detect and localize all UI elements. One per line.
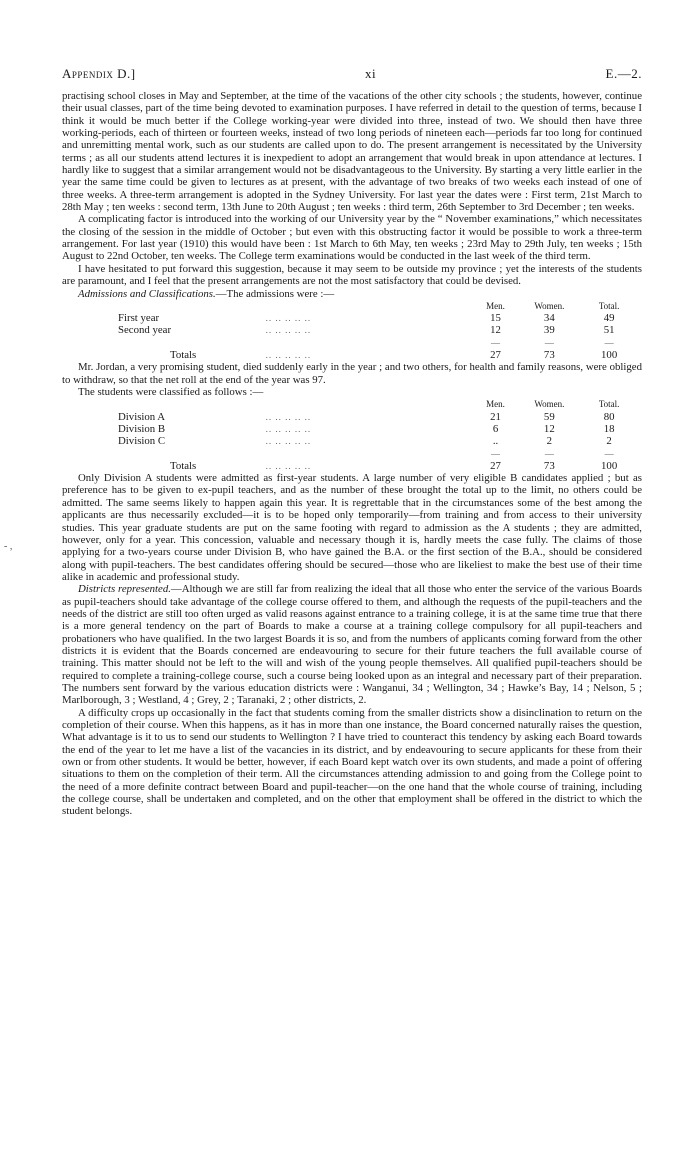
- dot-leader: .. .. .. .. ..: [265, 411, 312, 422]
- page-header: [62, 66, 642, 90]
- cell-total: 51: [603, 324, 615, 337]
- header-report-code: E.—2.: [605, 66, 642, 81]
- rule-mark: —: [604, 448, 614, 459]
- header-women: Women.: [534, 300, 565, 311]
- totals-label: Totals: [170, 459, 197, 472]
- paragraph-jordan: Mr. Jordan, a very promising student, died suddenly early in the year ; and two others, for health and family reasons, were obliged to withdraw, so that the net roll at the end of the year was 97.: [62, 361, 642, 386]
- header-women: Women.: [534, 399, 565, 410]
- table-header-row: [118, 300, 642, 312]
- total-all: 100: [601, 459, 618, 472]
- cell-total: 2: [606, 435, 612, 448]
- paragraph-difficulty: A difficulty crops up occasionally in the fact that students coming from the smaller districts show a disinclination to return on the completion of their course. When this happens, as it has in more than one instance, the Board concerned naturally raises the question, What advantage is it to us to send our students to Wellington ? I have tried to counteract this tendency by asking each Board towards the end of the year to let me have a list of the vacancies in its district, and by endeavouring to secure applicants for these from their own or from other students. It would be better, however, if each Board kept watch over its own students, and made a point of offering situations to them on the completion of their term. All the circumstances attending admission to and going from the College point to the need of a more definite contract between Board and pupil-teacher—on the one hand that the whole course of training, including the college course, shall be undertaken and completed, and on the other that employment shall be offered in the district to which the student belongs.: [62, 706, 642, 818]
- header-men: Men.: [486, 399, 505, 410]
- table-totals-row: [118, 460, 642, 472]
- classification-table: [118, 398, 642, 472]
- cell-total: 18: [603, 422, 615, 435]
- cell-men: 6: [492, 422, 499, 435]
- rule-mark: —: [544, 337, 554, 348]
- cell-total: 80: [603, 410, 615, 423]
- margin-mark: - ,: [4, 541, 13, 552]
- dot-leader: .. .. .. .. ..: [265, 436, 312, 447]
- subheading-admissions: Admissions and Classifications.: [78, 287, 216, 300]
- dot-leader: .. .. .. .. ..: [265, 350, 312, 361]
- cell-men: ..: [492, 435, 499, 448]
- dot-leader: .. .. .. .. ..: [265, 460, 312, 471]
- cell-men: 21: [490, 410, 501, 423]
- paragraph-hesitation: I have hesitated to put forward this suggestion, because it may seem to be outside my province ; yet the interests of the students are paramount, and I feel that the present arrangements are not the most satisfactory that could be devised.: [62, 262, 642, 288]
- rule-mark: —: [491, 337, 501, 348]
- rule-mark: —: [491, 448, 501, 459]
- table-row: [118, 423, 642, 435]
- cell-women: 2: [546, 435, 553, 448]
- header-page-number: xi: [365, 66, 377, 81]
- cell-women: 34: [543, 312, 555, 325]
- total-women: 73: [543, 459, 555, 472]
- paragraph-classified-intro: The students were classified as follows :—: [78, 386, 264, 399]
- paragraph-november-exams: A complicating factor is introduced into the working of our University year by the “ November examinations,” which necessitates the closing of the session in the middle of October ; but even with this obstructing factor it would be possible to work a three-term arrangement. For last year (1910) this would have been : 1st March to 6th May, ten weeks ; 23rd May to 29th July, ten weeks ; 15th August to 22nd October, ten weeks. The College term examinations would be conducted in the last week of the third term.: [62, 213, 642, 263]
- totals-label: Totals: [170, 349, 197, 362]
- dot-leader: .. .. .. .. ..: [265, 313, 312, 324]
- table-row: [118, 435, 642, 447]
- row-label: First year: [118, 312, 160, 325]
- document-page: [62, 66, 642, 818]
- rule-mark: —: [544, 448, 554, 459]
- header-total: Total.: [598, 300, 620, 311]
- total-men: 27: [490, 459, 501, 472]
- total-all: 100: [601, 349, 618, 362]
- paragraph-districts: [62, 583, 642, 706]
- dot-leader: .. .. .. .. ..: [265, 423, 312, 434]
- rule-mark: —: [604, 337, 614, 348]
- districts-text: —Although we are still far from realizing the ideal that all those who enter the service of the various Boards as pupil-teachers should take advantage of the college course offered to them, and although the requests of the pupil-teachers and the needs of the district are still too often urged as valid reasons against entrance to a training college, it is at the same time true that there is a more general tendency on the part of Boards to make a course at a training college compulsory for all pupil-teachers and probationers who have qualified. In the two largest Boards it is so, and from the numbers of applicants coming forward from the other districts it is evident that the Boards concerned are endeavouring to secure for their future teachers the full available course of training. This matter should not be left to the will and wish of the young people themselves. All qualified pupil-teachers should be required to complete a training-college course, such a course being looked upon as an integral and necessary part of their preparation. The numbers sent forward by the various education districts were : Wanganui, 34 ; Wellington, 34 ; Hawke’s Bay, 14 ; Nelson, 5 ; Marlborough, 3 ; Westland, 4 ; Grey, 2 ; Taranaki, 2 ; other districts, 2.: [62, 583, 642, 707]
- table-row: [118, 324, 642, 336]
- cell-men: 12: [490, 324, 501, 337]
- header-appendix: Appendix D.]: [62, 66, 136, 81]
- table-row: [118, 411, 642, 423]
- subheading-districts: Districts represented.: [78, 583, 171, 596]
- cell-women: 12: [543, 422, 555, 435]
- table-rule-row: [118, 337, 642, 349]
- cell-women: 39: [543, 324, 555, 337]
- total-men: 27: [490, 349, 501, 362]
- admissions-intro-text: —The admissions were :—: [215, 287, 335, 300]
- admissions-table: [118, 300, 642, 361]
- cell-total: 49: [603, 312, 615, 325]
- header-total: Total.: [598, 399, 620, 410]
- paragraph-admissions-intro: [62, 288, 642, 300]
- table-totals-row: [118, 349, 642, 361]
- row-label: Second year: [118, 324, 172, 337]
- header-men: Men.: [486, 300, 505, 311]
- row-label: Division B: [118, 422, 166, 435]
- paragraph-division-a: Only Division A students were admitted as first-year students. A large number of very eligible B candidates applied ; but as preference has to be given to ex-pupil teachers, and as the number of these brought the total up to the limit, no others could be admitted. The same seems likely to happen again this year. It is regrettable that in the circumstances some of the best among the applicants are thus necessarily excluded—it is to be hoped only temporarily—from training and from access to their university studies. This year graduate students are put on the same footing with regard to admission as the A students ; they are admitted, however, only for a year. This concession, valuable and necessary though it is, hardly meets the case fully. The claims of those applying for a two-years course under Division B, who have gained the B.A. or the first section of the B.A., should be considered along with pupil-teachers. The best candidates offering should be secured—those who are likeliest to make the best use of their time alike in academic and professional study.: [62, 472, 642, 583]
- dot-leader: .. .. .. .. ..: [265, 325, 312, 336]
- cell-men: 15: [490, 312, 501, 325]
- table-row: [118, 312, 642, 324]
- paragraph-terms: practising school closes in May and September, at the time of the vacations of the other city schools ; the students, however, continue their usual classes, part of the time being devoted to examination purposes. I have referred in detail to the question of terms, because I think it would be much better if the College working-year were divided into three, instead of two. We should then have three working-periods, each of thirteen or fourteen weeks, instead of two long periods of nineteen each—periods far too long for continued and unremitting mental work, such as our students are called upon to do. The present arrangement is necessitated by the University terms ; as all our students attend lectures it is inexpedient to adopt an arrangement that would break in upon attendance at lectures. I hardly like to suggest that a similar arrangement would not be disadvantageous to the University. By starting a very little earlier in the year the same time could be given to lectures as at present, with the advantage of two breaks of two weeks each instead of one of three weeks. A three-term arrangement is adopted in the Sydney University. For last year the dates were : First term, 21st March to 28th May ; ten weeks : second term, 13th June to 20th August ; ten weeks : third term, 26th September to 3rd December ; ten weeks.: [62, 90, 642, 214]
- total-women: 73: [543, 349, 555, 362]
- table-rule-row: [118, 448, 642, 460]
- table-header-row: [118, 398, 642, 410]
- row-label: Division C: [118, 435, 166, 448]
- cell-women: 59: [543, 410, 555, 423]
- row-label: Division A: [118, 410, 166, 423]
